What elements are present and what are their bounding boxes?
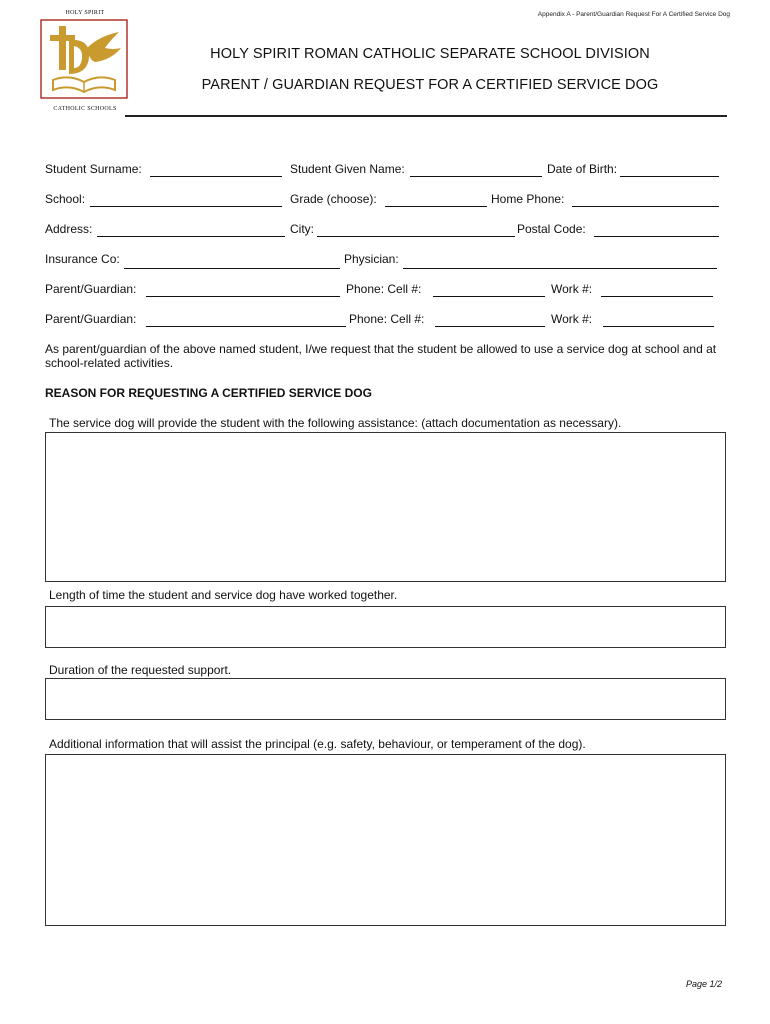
phone-cell-1-label: Phone: Cell #:	[346, 282, 422, 296]
page-number: Page 1/2	[685, 979, 722, 989]
phone-cell-2-label: Phone: Cell #:	[349, 312, 425, 326]
reason-heading: REASON FOR REQUESTING A CERTIFIED SERVICE DOG	[45, 386, 372, 400]
work-2-field[interactable]	[603, 326, 714, 327]
date-of-birth-field[interactable]	[620, 176, 719, 177]
grade-label: Grade (choose):	[290, 192, 377, 206]
page-subtitle: PARENT / GUARDIAN REQUEST FOR A CERTIFIED SERVICE DOG	[201, 77, 659, 93]
parent-guardian-2-label: Parent/Guardian:	[45, 312, 137, 326]
work-1-field[interactable]	[601, 296, 713, 297]
logo-bottom-text: CATHOLIC SCHOOLS	[53, 106, 117, 112]
home-phone-field[interactable]	[572, 206, 719, 207]
date-of-birth-label: Date of Birth:	[547, 162, 618, 176]
insurance-co-label: Insurance Co:	[45, 252, 120, 266]
assistance-label: The service dog will provide the student with the following assistance: (attach documentation as necessary).	[49, 416, 622, 430]
dove-cross-book-icon	[39, 18, 131, 104]
physician-field[interactable]	[403, 268, 717, 269]
request-statement: As parent/guardian of the above named student, I/we request that the student be allowed to use a service dog at school and at school-related activities.	[45, 342, 717, 370]
school-label: School:	[45, 192, 86, 206]
header-divider	[125, 115, 727, 117]
work-1-label: Work #:	[551, 282, 593, 296]
student-given-name-field[interactable]	[410, 176, 542, 177]
address-label: Address:	[45, 222, 93, 236]
additional-info-textarea[interactable]	[45, 754, 726, 926]
grade-select[interactable]	[385, 206, 487, 207]
city-field[interactable]	[317, 236, 515, 237]
duration-label: Duration of the requested support.	[49, 663, 232, 677]
postal-code-field[interactable]	[594, 236, 719, 237]
work-2-label: Work #:	[551, 312, 593, 326]
student-surname-label: Student Surname:	[45, 162, 142, 176]
insurance-co-field[interactable]	[124, 268, 340, 269]
student-surname-field[interactable]	[150, 176, 282, 177]
city-label: City:	[290, 222, 314, 236]
physician-label: Physician:	[344, 252, 399, 266]
phone-cell-2-field[interactable]	[435, 326, 545, 327]
school-logo	[39, 10, 131, 112]
appendix-caption: Appendix A - Parent/Guardian Request For A Certified Service Dog	[537, 11, 730, 18]
parent-guardian-1-field[interactable]	[146, 296, 340, 297]
student-given-name-label: Student Given Name:	[290, 162, 405, 176]
logo-top-text: HOLY SPIRIT	[65, 10, 105, 16]
length-of-time-textarea[interactable]	[45, 606, 726, 648]
additional-info-label: Additional information that will assist the principal (e.g. safety, behaviour, or temperament of the dog).	[49, 737, 586, 751]
length-of-time-label: Length of time the student and service dog have worked together.	[49, 588, 398, 602]
phone-cell-1-field[interactable]	[433, 296, 545, 297]
duration-textarea[interactable]	[45, 678, 726, 720]
postal-code-label: Postal Code:	[517, 222, 586, 236]
school-field[interactable]	[90, 206, 282, 207]
assistance-textarea[interactable]	[45, 432, 726, 582]
parent-guardian-2-field[interactable]	[146, 326, 346, 327]
parent-guardian-1-label: Parent/Guardian:	[45, 282, 137, 296]
address-field[interactable]	[97, 236, 285, 237]
page-title: HOLY SPIRIT ROMAN CATHOLIC SEPARATE SCHOOL DIVISION	[210, 46, 650, 62]
home-phone-label: Home Phone:	[491, 192, 565, 206]
